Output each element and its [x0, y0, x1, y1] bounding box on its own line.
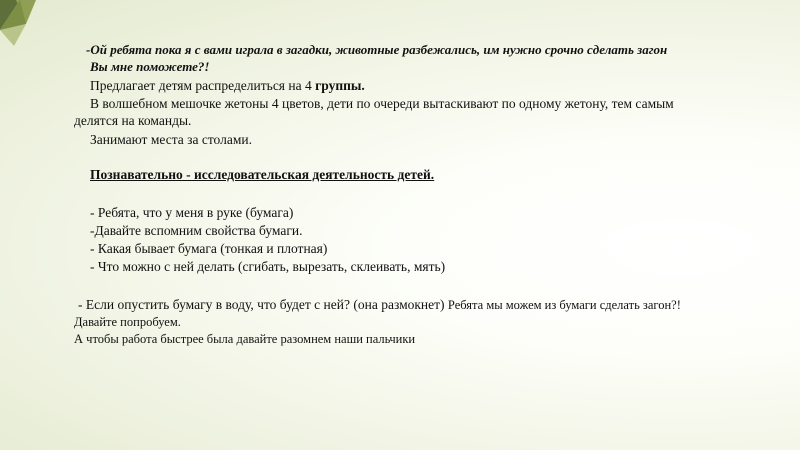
section-heading: Познавательно - исследовательская деятельность детей.	[90, 167, 435, 182]
question-4: - Что можно с ней делать (сгибать, вырезать, склеивать, мять)	[90, 259, 446, 274]
instruction-groups: группы.	[315, 78, 365, 93]
question-3: - Какая бывает бумага (тонкая и плотная)	[90, 241, 328, 256]
instruction-line	[90, 78, 365, 94]
water-question: - Если опустить бумагу в воду, что будет с ней? (она размокнет)	[78, 297, 448, 312]
question-2: -Давайте вспомним свойства бумаги.	[90, 223, 303, 238]
water-line	[78, 297, 681, 313]
green-triangle-accent-icon	[0, 0, 60, 50]
intro-line-1: -Ой ребята пока я с вами играла в загадки, животные разбежались, им нужно срочно сделать загон	[86, 42, 668, 57]
intro-line-2: Вы мне поможете?!	[90, 59, 210, 74]
tokens-line-1: В волшебном мешочке жетоны 4 цветов, дети по очереди вытаскивают по одному жетону, тем самым	[90, 96, 674, 111]
seating-line: Занимают места за столами.	[90, 132, 252, 147]
tokens-line-2: делятся на команды.	[74, 113, 192, 128]
question-1: - Ребята, что у меня в руке (бумага)	[90, 205, 294, 220]
try-line: Давайте попробуем.	[74, 315, 181, 329]
warmup-line: А чтобы работа быстрее была давайте разомнем наши пальчики	[74, 332, 416, 346]
water-proposal: Ребята мы можем из бумаги сделать загон?!	[447, 298, 681, 312]
instruction-text: Предлагает детям распределиться на 4	[90, 78, 316, 93]
